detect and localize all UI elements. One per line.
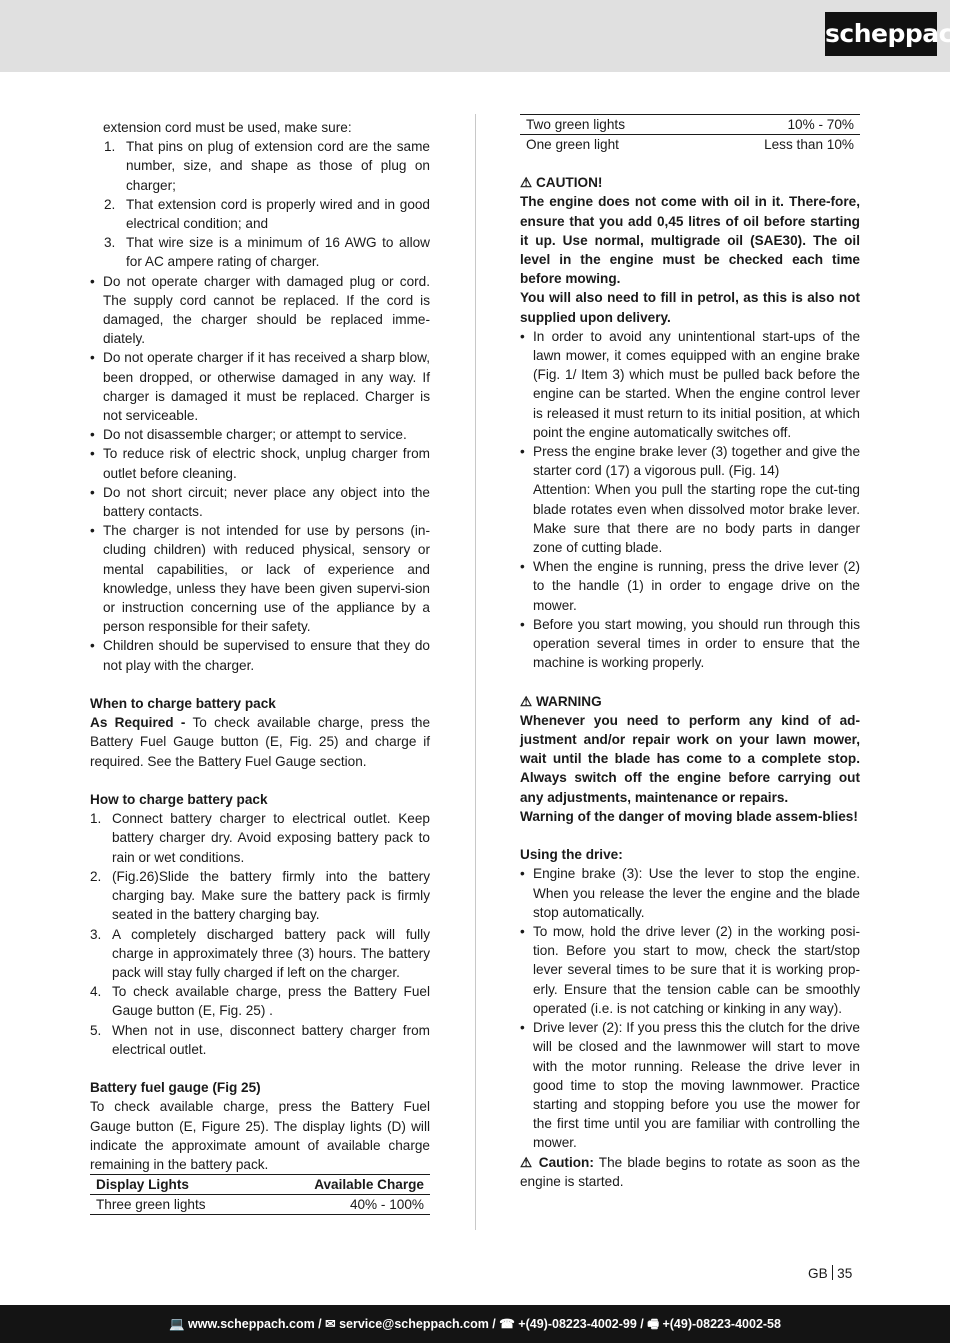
right-column [520,114,860,1191]
list-item: • Before you start mowing, you should run through this operation several times in order to ensure that the machine is working properly. [520,615,860,673]
table-row: One green light Less than 10% [526,137,854,152]
list-item: • Drive lever (2): If you press this the clutch for the drive will be closed and the lawnmower will start to move with the motor running. Release the drive lever in good time to stop the moving lawnmower. Practice starting and stopping before you use the mower for the first time until you are familiar with controlling the mower. [520,1018,860,1152]
list-item: 2. (Fig.26)Slide the battery firmly into the battery charging bay. Make sure the battery pack is firmly seated in the battery charging bay. [90,868,430,923]
list-item: • When the engine is running, press the drive lever (2) to the handle (1) in order to engage drive on the mower. [520,557,860,615]
list-item: • Do not disassemble charger; or attempt to service. [90,425,430,444]
list-item: • In order to avoid any unintentional start-ups of the lawn mower, it comes equipped with an engine brake (Fig. 1/ Item 3) which must be pulled back before the engine can be started. When the engine control lever is released it must return to its initial position, at which point the engine automatically switches off. [520,327,860,442]
list-item: • Do not operate charger if it has received a sharp blow, been dropped, or otherwise damaged in any way. If charger is damaged it must be replaced. Charger is not serviceable. [90,348,430,425]
cord-intro: extension cord must be used, make sure: [103,120,352,135]
attention-note: Attention: When you pull the starting rope the cut-ting blade rotates even when dissolved motor brake lever. Make sure that there are no body parts in danger zone of cutting blade. [533,482,860,556]
charge-table [90,1174,430,1215]
section-heading: When to charge battery pack [90,696,276,712]
warning-paragraph: Warning of the danger of moving blade assem-blies! [520,808,858,824]
caution-heading: ⚠ CAUTION! [520,175,603,191]
warning-paragraph: Whenever you need to perform any kind of ad-justment and/or repair work on your lawn mower, wait until the blade has come to a complete stop. Always switch off the engine before carrying out any adjustments, maintenance or repairs. [520,712,860,805]
warning-triangle-icon: ⚠ [520,175,533,191]
table-header-row: Display Lights Available Charge [90,1175,430,1195]
table-row: Three green lights 40% - 100% [90,1195,430,1215]
left-column [90,118,430,1215]
section-heading: Battery fuel gauge (Fig 25) [90,1080,261,1096]
list-item: • Press the engine brake lever (3) together and give the starter cord (17) a vigorous pull. (Fig. 14) [520,442,860,480]
table-row: Two green lights 10% - 70% [520,115,860,135]
header-band [0,0,950,72]
list-item: 1. Connect battery charger to electrical outlet. Keep battery charger dry. Avoid exposing battery pack to rain or wet conditions. [90,811,430,865]
using-drive-bullets [520,864,860,1152]
drive-bullets [520,557,860,672]
column-divider [475,114,476,1230]
how-list [90,809,430,1059]
list-item: 4. To check available charge, press the Battery Fuel Gauge button (E, Fig. 25) . [90,984,430,1019]
list-item: 1. That pins on plug of extension cord are the same number, size, and shape as those of plug on charger; [104,139,430,193]
section-heading: How to charge battery pack [90,792,268,808]
list-item: 5. When not in use, disconnect battery charger from electrical outlet. [90,1022,430,1057]
list-item: • The charger is not intended for use by persons (in-cluding children) with reduced physical, sensory or mental capabilities, or lack of experience and knowledge, unless they have been given supervi-sion or instruction concerning use of the appliance by a person responsible for their safety. [90,521,430,636]
final-caution: ⚠ Caution: The blade begins to rotate as soon as the engine is started. [520,1154,861,1189]
warning-heading: ⚠ WARNING [520,693,602,709]
list-item: • To mow, hold the drive lever (2) in the working posi-tion. Before you start to mow, check the start/stop lever several times to be sure that it is working prop-erly. Ensure that the tension cable can be smoothly operated (i.e. is not catching or kinking in any way). [520,922,860,1018]
charge-table-continued [520,114,860,154]
warning-triangle-icon: ⚠ [520,1154,534,1170]
list-item: 3. A completely discharged battery pack will fully charge in approximately three (3) hours. The battery pack will stay fully charged if left on the charger. [90,926,430,980]
list-item: 2. That extension cord is properly wired and in good electrical condition; and [104,196,430,232]
caution-paragraph: You will also need to fill in petrol, as this is also not supplied upon delivery. [520,290,860,325]
when-paragraph: As Required - To check available charge, press the Battery Fuel Gauge button (E, Fig. 25) and charge if required. See the Battery Fuel Gauge section. [90,715,431,769]
safety-bullets [90,272,430,675]
footer-contact: 💻 www.scheppach.com / ✉ service@scheppach.com / ☎ +(49)-08223-4002-99 / 🖷 +(49)-08223-4002-58 [0,1305,950,1343]
list-item: • To reduce risk of electric shock, unplug charger from outlet before cleaning. [90,444,430,482]
start-bullets [520,327,860,481]
list-item: • Do not short circuit; never place any object into the battery contacts. [90,483,430,521]
brand-logo: scheppach [825,12,937,56]
gauge-paragraph: To check available charge, press the Battery Fuel Gauge button (E, Figure 25). The display lights (D) will indicate the approximate amount of available charge remaining in the battery pack. [90,1099,430,1172]
list-item: • Children should be supervised to ensure that they do not play with the charger. [90,636,430,674]
list-item: • Engine brake (3): Use the lever to stop the engine. When you release the lever the engine and the blade stop automatically. [520,864,860,922]
warning-triangle-icon: ⚠ [520,693,533,709]
caution-paragraph: The engine does not come with oil in it. There-fore, ensure that you add 0,45 litres of oil before starting it up. Use normal, multigrade oil (SAE30). The oil level in the engine must be checked each time before mowing. [520,194,860,287]
list-item: 3. That wire size is a minimum of 16 AWG to allow for AC ampere rating of charger. [104,235,430,270]
page-number: GB 35 [808,1266,853,1281]
section-heading: Using the drive: [520,847,623,863]
list-item: • Do not operate charger with damaged plug or cord. The supply cord cannot be replaced. If the cord is damaged, the charger should be replaced imme-diately. [90,272,430,349]
cord-list [90,137,430,271]
